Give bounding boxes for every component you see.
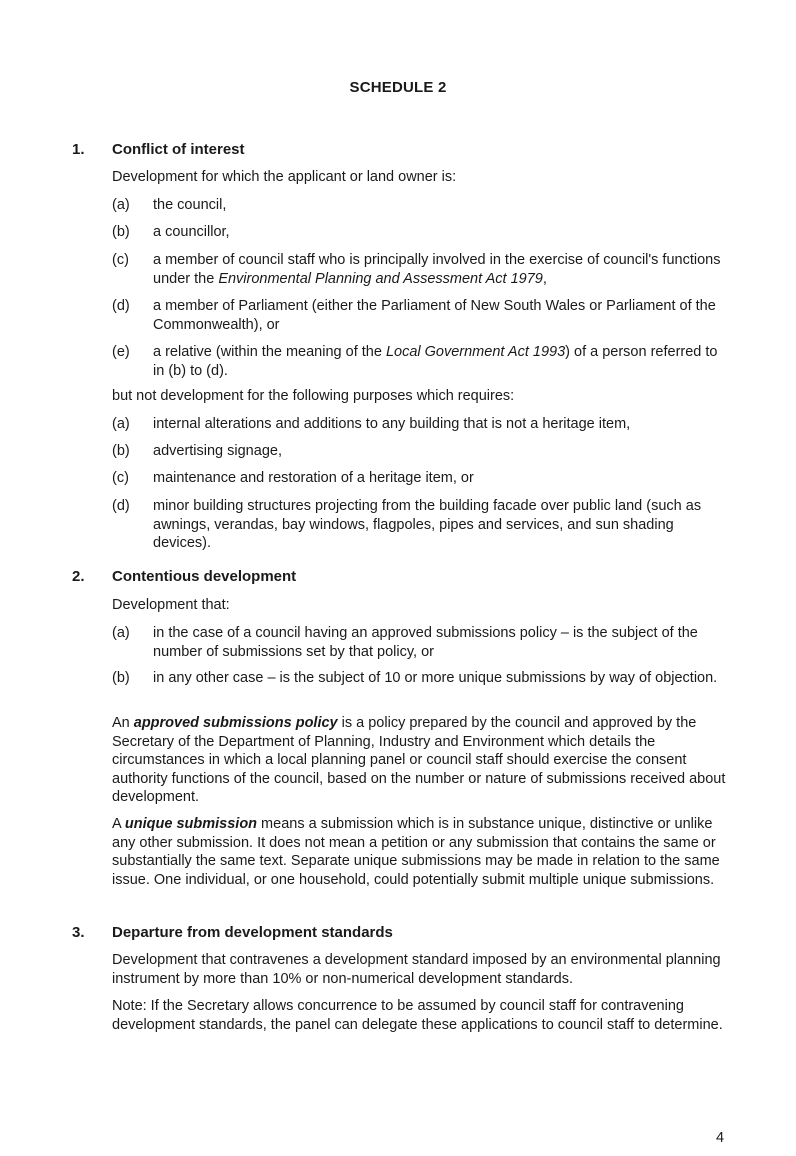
item-label: (a) bbox=[112, 416, 130, 432]
definition-text: is a policy prepared by the council and approved by the Secretary of the Department of Planning, Industry and Environment which details the circumstances in which a local planning panel or council staff should exercise the consent authority functions of the council, based on the number or nature of submissions received about development. bbox=[112, 715, 726, 805]
item-text: in any other case – is the subject of 10 or more unique submissions by way of objection. bbox=[153, 670, 718, 686]
definition-text: An bbox=[112, 715, 134, 731]
page-number: 4 bbox=[716, 1130, 725, 1146]
item-text-part: a relative (within the meaning of the bbox=[153, 344, 386, 360]
item-text-part: a member of council staff who is principally involved in the exercise of council's functions under the bbox=[153, 252, 721, 287]
section-2-number: 2. bbox=[72, 568, 85, 585]
exception-item-a bbox=[112, 415, 726, 434]
defined-term: unique submission bbox=[124, 816, 258, 832]
conflict-item-c bbox=[112, 251, 726, 288]
approved-submissions-policy-definition bbox=[112, 714, 726, 807]
conflict-item-d bbox=[112, 297, 726, 334]
item-text: a councillor, bbox=[153, 224, 230, 240]
section-3-paragraph: Development that contravenes a development standard imposed by an environmental planning instrument by more than 10% or non-numerical development standards. bbox=[112, 952, 721, 987]
section-2-heading: Contentious development bbox=[112, 568, 297, 585]
section-3-number: 3. bbox=[72, 924, 85, 941]
conflict-item-b bbox=[112, 223, 726, 242]
section-1-intro: Development for which the applicant or land owner is: bbox=[112, 169, 457, 185]
conflict-item-a bbox=[112, 196, 726, 215]
item-text: advertising signage, bbox=[153, 443, 282, 459]
schedule-title: SCHEDULE 2 bbox=[349, 79, 447, 96]
definition-text: means a submission which is in substance unique, distinctive or unlike any other submission. It does not mean a petition or any submission that contains the same or substantially the same text. Separate unique submissions may be made in relation to the same issue. One individual, or one household, could potentially submit multiple unique submissions. bbox=[112, 816, 720, 888]
act-title: Environmental Planning and Assessment Act 1979 bbox=[218, 270, 543, 287]
defined-term: approved submissions policy bbox=[133, 715, 338, 731]
definition-text: A bbox=[112, 816, 125, 832]
item-text: maintenance and restoration of a heritage item, or bbox=[153, 470, 474, 486]
item-label: (a) bbox=[112, 197, 130, 213]
section-1-number: 1. bbox=[72, 141, 85, 158]
section-1-heading: Conflict of interest bbox=[112, 141, 245, 158]
item-text bbox=[153, 251, 726, 288]
item-label: (c) bbox=[112, 252, 129, 268]
contentious-item-a bbox=[112, 624, 726, 661]
conflict-item-e bbox=[112, 343, 726, 380]
exception-item-c bbox=[112, 469, 726, 488]
item-text: minor building structures projecting from the building facade over public land (such as awnings, verandas, bay windows, flagpoles, pipes and services, and sun shading devices). bbox=[153, 498, 702, 551]
item-label: (c) bbox=[112, 470, 129, 486]
item-label: (e) bbox=[112, 344, 130, 360]
item-label: (b) bbox=[112, 443, 130, 459]
item-text-part: ) of a person referred to in (b) to (d). bbox=[153, 344, 718, 379]
act-title: Local Government Act 1993 bbox=[385, 344, 566, 360]
contentious-item-b bbox=[112, 669, 726, 688]
item-text bbox=[153, 343, 726, 380]
exception-item-b bbox=[112, 442, 726, 461]
item-text: a member of Parliament (either the Parliament of New South Wales or Parliament of the Commonwealth), or bbox=[153, 298, 716, 333]
section-3-note: Note: If the Secretary allows concurrence to be assumed by council staff for contravening development standards, the panel can delegate these applications to council staff to determine. bbox=[112, 998, 723, 1033]
item-label: (d) bbox=[112, 298, 130, 314]
section-3-heading: Departure from development standards bbox=[112, 924, 393, 941]
item-text: internal alterations and additions to any building that is not a heritage item, bbox=[153, 416, 631, 432]
item-text: the council, bbox=[153, 197, 227, 213]
item-label: (d) bbox=[112, 498, 130, 514]
exception-item-d bbox=[112, 497, 726, 553]
item-text-part: , bbox=[542, 270, 547, 287]
item-text: in the case of a council having an approved submissions policy – is the subject of the number of submissions set by that policy, or bbox=[153, 625, 698, 660]
item-label: (b) bbox=[112, 224, 130, 240]
item-label: (a) bbox=[112, 625, 130, 641]
exception-intro: but not development for the following purposes which requires: bbox=[112, 388, 515, 404]
section-2-intro: Development that: bbox=[112, 597, 230, 613]
item-label: (b) bbox=[112, 670, 130, 686]
unique-submission-definition bbox=[112, 815, 726, 889]
